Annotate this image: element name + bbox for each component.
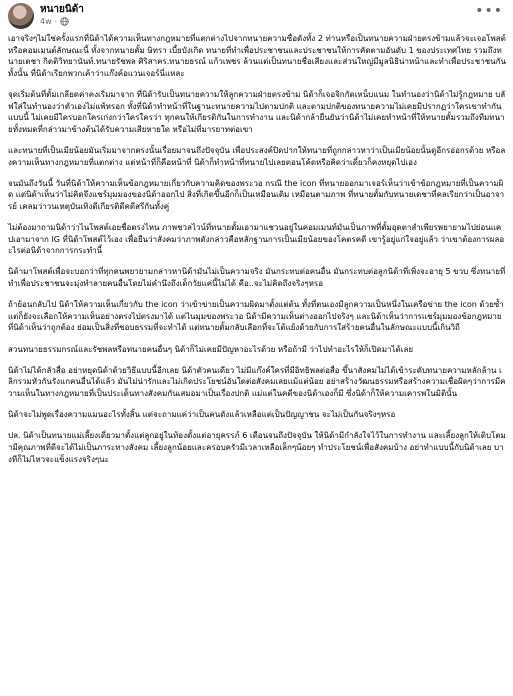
post-time[interactable]: 4w	[40, 17, 52, 26]
post-paragraph: ไม่ต้องมาถามนิด้าว่าไนโพสต์เอยชื่อตรงไหน ภาพชวลไวน์ที่ทนายตั้มเอามาแชวนอยู่ในคอมเมนท์มันเป็นภาพที่ตั้มอุดตาสำเพียรพยายามไปย่อนแคปเอามาจาก IG ที่นิด้าโพสต์ไว้เอง เพื่อยืนว่าสังคมว่าภาพดังกล่าวคือหลักฐานการเป็นเมียน้อยของโคตรคดี เขารู้อยู่แก่ใจอยู่แล้ว ว่าเขาต้องการผลอะไรต่อนิด้าจากการกระทำนี้	[8, 223, 505, 256]
post-paragraph: นิด้าไม่ได้กลัวสื่อ อย่าหยุดนิด้าด้วยวิธีแบบนี้อีกเลย นิด้าตัวคนเดียว ไม่มีแก๊งค์ใครที่มีอิทธิพลต่อสื่อ ขึ้นาสังคมไม่ได้เข้าระดับทนายความหลักล้าน เลิกรวมหัวกันรังแกคนอื่นได้แล้ว มันไม่น่ารักและไม่เกิดประโยชน์อันใดต่อสังคมเลยแม้แต่น้อย อย่าสร้างวัฒนธรรมหรือสร้างความเชื่อผิดๆว่าการมีความเห็นในทางกฎหมายที่เป็นประเด็นทางสังคมกันเสมอมาเป็นเรื่องปกติ แม่แต่ในคดีของนิด้าเองก็มี ซึ่งนิด้าก็ให้ความเคารพในมิตินั้น	[8, 365, 506, 398]
post-paragraph: และทนายที่เป็นเมียน้อยมันเริ่มมาจากตรงนั้นเรื่อยมาจนถึงปัจจุบัน เพื่อประสงค์ปิดปากให้ทนายที่ถูกกล่าวหาว่าเป็นเมียน้อยนั้นดูอีกรอ่อกรด้วย หรือลงความเห็นทางกฎหมายที่แตกต่าง แต่หน้าที่ก็คือหน้าที่ นิด้าก็ทำหน้าที่ทนายไปเลยตอนโค้ดหรือคิดว่าเดี๋ยวก็คงหยุดไปเอง	[8, 145, 506, 167]
post-paragraph: นิด้าจะไม่พูดเรื่องความแมนอะไรทั้งสิ้น แต่จะถามแค่ว่าเป็นคนดังแล้วเหลือแต่เป็นปัญญาชน จะไม่เป็นกันจริงๆหรอ	[8, 410, 396, 420]
post-meta	[40, 16, 505, 27]
post-header	[0, 0, 513, 33]
meta-separator: ·	[54, 17, 58, 26]
post-paragraph: สวนทนายธรรมกรณ์และรัชพลหรือทนายคนอื่นๆ นิด้าก็ไม่เคยมีปัญหาอะไรด้วย หรือถ้ามี ว่าไปทำอะไรให้ก็เปิดมาได้เลย	[8, 344, 414, 354]
post-body	[0, 33, 513, 465]
author-block	[40, 3, 505, 27]
globe-icon	[60, 17, 69, 26]
post-paragraph: ปล. นิด้าเป็นทนายแม่เลี้ยงเดี่ยวมาตั้งแต่ลูกอยู่ในท้องตั้งแต่อายุครรภ์ 6 เดือนจนถึงปัจจุบัน ให้นิด้ามีกำลังใจไว้ในการทำงาน และเลี้ยงลูกให้เติบโตมามีคุณภาพที่ดีจะได้ไม่เป็นภาระทางสังคม เลี้ยงลูกน้อยและครอบครัวมีเวลาเหลือเล็กๆน้อยๆ ทำประโยชน์เพื่อสังคมบ้าง อย่าทำแบบนี้กับนิด้าเลย บางทีก็ไม่ไหวจะแข็งแรงจริงๆนะ	[8, 431, 506, 464]
post-paragraph: เอาจริงๆไม่ใช่ครั้งแรกที่นิด้าได้ความเห็นทางกฎหมายที่แตกต่างไปจากทนายความซื่อดังทั้ง 2 ท่านหรือเป็นทนายความฝ่ายตรงข้ามแล้วจะเจอโพสต์หรือคอมเมนต์ลักษณะนี้ ทั้งจากทนายตั้ม ษิทรา เบี้ยบังเกิด ทนายที่ทำเพื่อประชาชนและประชาชนให้การคัดตามอันดับ 1 ของประเทศไทย รวมถึงทนายเดชา กิตติวิทยานันท์.ทนายรัชพล ศิริสาคร.ทนายธรณ์ แก้วเพชร ล้วนแต่เป็นทนายชื่อเสียงและส่วนใหญ่มีมูลนิธิน่าหน้าและทำเพื่อประชาชนกันทั้งนั้น ที่นิด้าเรียกพวกเค้าว่าแก๊งค์อแวนเจอร์นี่แหละ	[8, 34, 506, 78]
post-paragraph: ถ้าย้อนกลับไป นิด้าให้ความเห็นเกี่ยวกับ the icon ว่าเข้าข่ายเป็นความผิดมาตั้งแต่ต้น ทั้งที่ตนเองมีลูกความเป็นหนึ่งในเครือข่าย the icon ด้วยซ้ำ แต่ก็ยังจะเลือกให้ความเห็นอย่างตรงไปตรงมาได้ แต่ไนมุมของพระวอ นิด้ามีความเห็นต่างออกไปจริงๆ และนิด้าเห็นว่าการแชร์มุมมองข้อกฎหมายที่นิด้าเห็นว่าถูกต้อง ย่อมเป็นสิ่งที่ชอบธรรมที่จะทำได้ แต่ทนายตั้มกลับเลือกที่จะโต้แย้งด้วยกับการใส่ร้ายคนอื่นในลักษณะแบบนี้เกินวิถี	[8, 300, 504, 333]
author-avatar[interactable]	[8, 3, 34, 29]
post-paragraph: จุดเริ่มต้นที่ตั้มเกลียดค่าคงเริ่มมาจาก ที่นิด้ารับเป็นทนายความให้ลูกความฝ่ายตรงข้าม นิด้าก็เจอจิกกัดเหน็บแนม ในทำนองว่านิด้าไม่รู้กฎหมาย บลัฟใส่ในทำนองว่าตัวเองไม่แพ้หรอก ทั้งที่นิด้าทำหน้าที่ในฐานะทนายความไปตามปกติ และตามปกติของทนายความไม่เคยมีปรากฏว่าใครเขาทำกันแบบนี้ ไม่เคยมีใครบอกใครเก่งกว่าใครใครว่า ทุกคนให้เกียรติกันในการทำงาน และนิด้ากล้ายืนยันว่านิด้าไม่เคยทำหน้าที่ให้ทนายตั้มรวมถึงทีมทนายทั้งหมดที่กล่าวมาข้างต้นได้รับความเสียหายใด หรือไม่ที่มารยาทต่อเขา	[8, 89, 506, 134]
more-icon[interactable]: •••	[475, 3, 503, 19]
post-paragraph: นิด้ามาโพสต์เพื่อจะบอกว่าที่ทุกคนพยายามกล่าวหานิด้ามันไม่เป็นความจริง มันกระทบต่อคนอื่น มันกระทบต่อลูกนิด้าที่เพิ่งจะอายุ 5 ขวบ ซึ่งทนายที่ทำเพื่อประชาชนจะมุ่งทำลายคนอื่นโดยไม่คำนึงถึงเด็กวัยแค่นี้ไม่ได้ คือ..จะไม่คิดถึงจริงๆหรอ	[8, 267, 506, 289]
post-paragraph: จนมันถึงวันนี้ วันที่นิด้าให้ความเห็นข้อกฎหมายเกี่ยวกับความคิดของพระวอ กรณี the icon ที่ทนายออกมาเจอร์เห็นว่าเข้าข้อกฎหมายที่เป็นความผิด แต่นิด้าเห็นว่าไม่คิดจึงแชร์มุมมองของนิด้าออกไป สิ่งที่เกิดขึ้นอีกก็เป็นเหมือนเดิม เหมือนตามภาพ ที่ทนายตั้มกับทนายเดชาที่คลเรียกว่าเป็นอาจารย์ เคลมว่าวนเหตุบันเทิงดีเกียรติดีคดีสรีกันทั้งคู่	[8, 178, 505, 211]
author-name[interactable]: หนายนิด้า	[40, 4, 84, 15]
